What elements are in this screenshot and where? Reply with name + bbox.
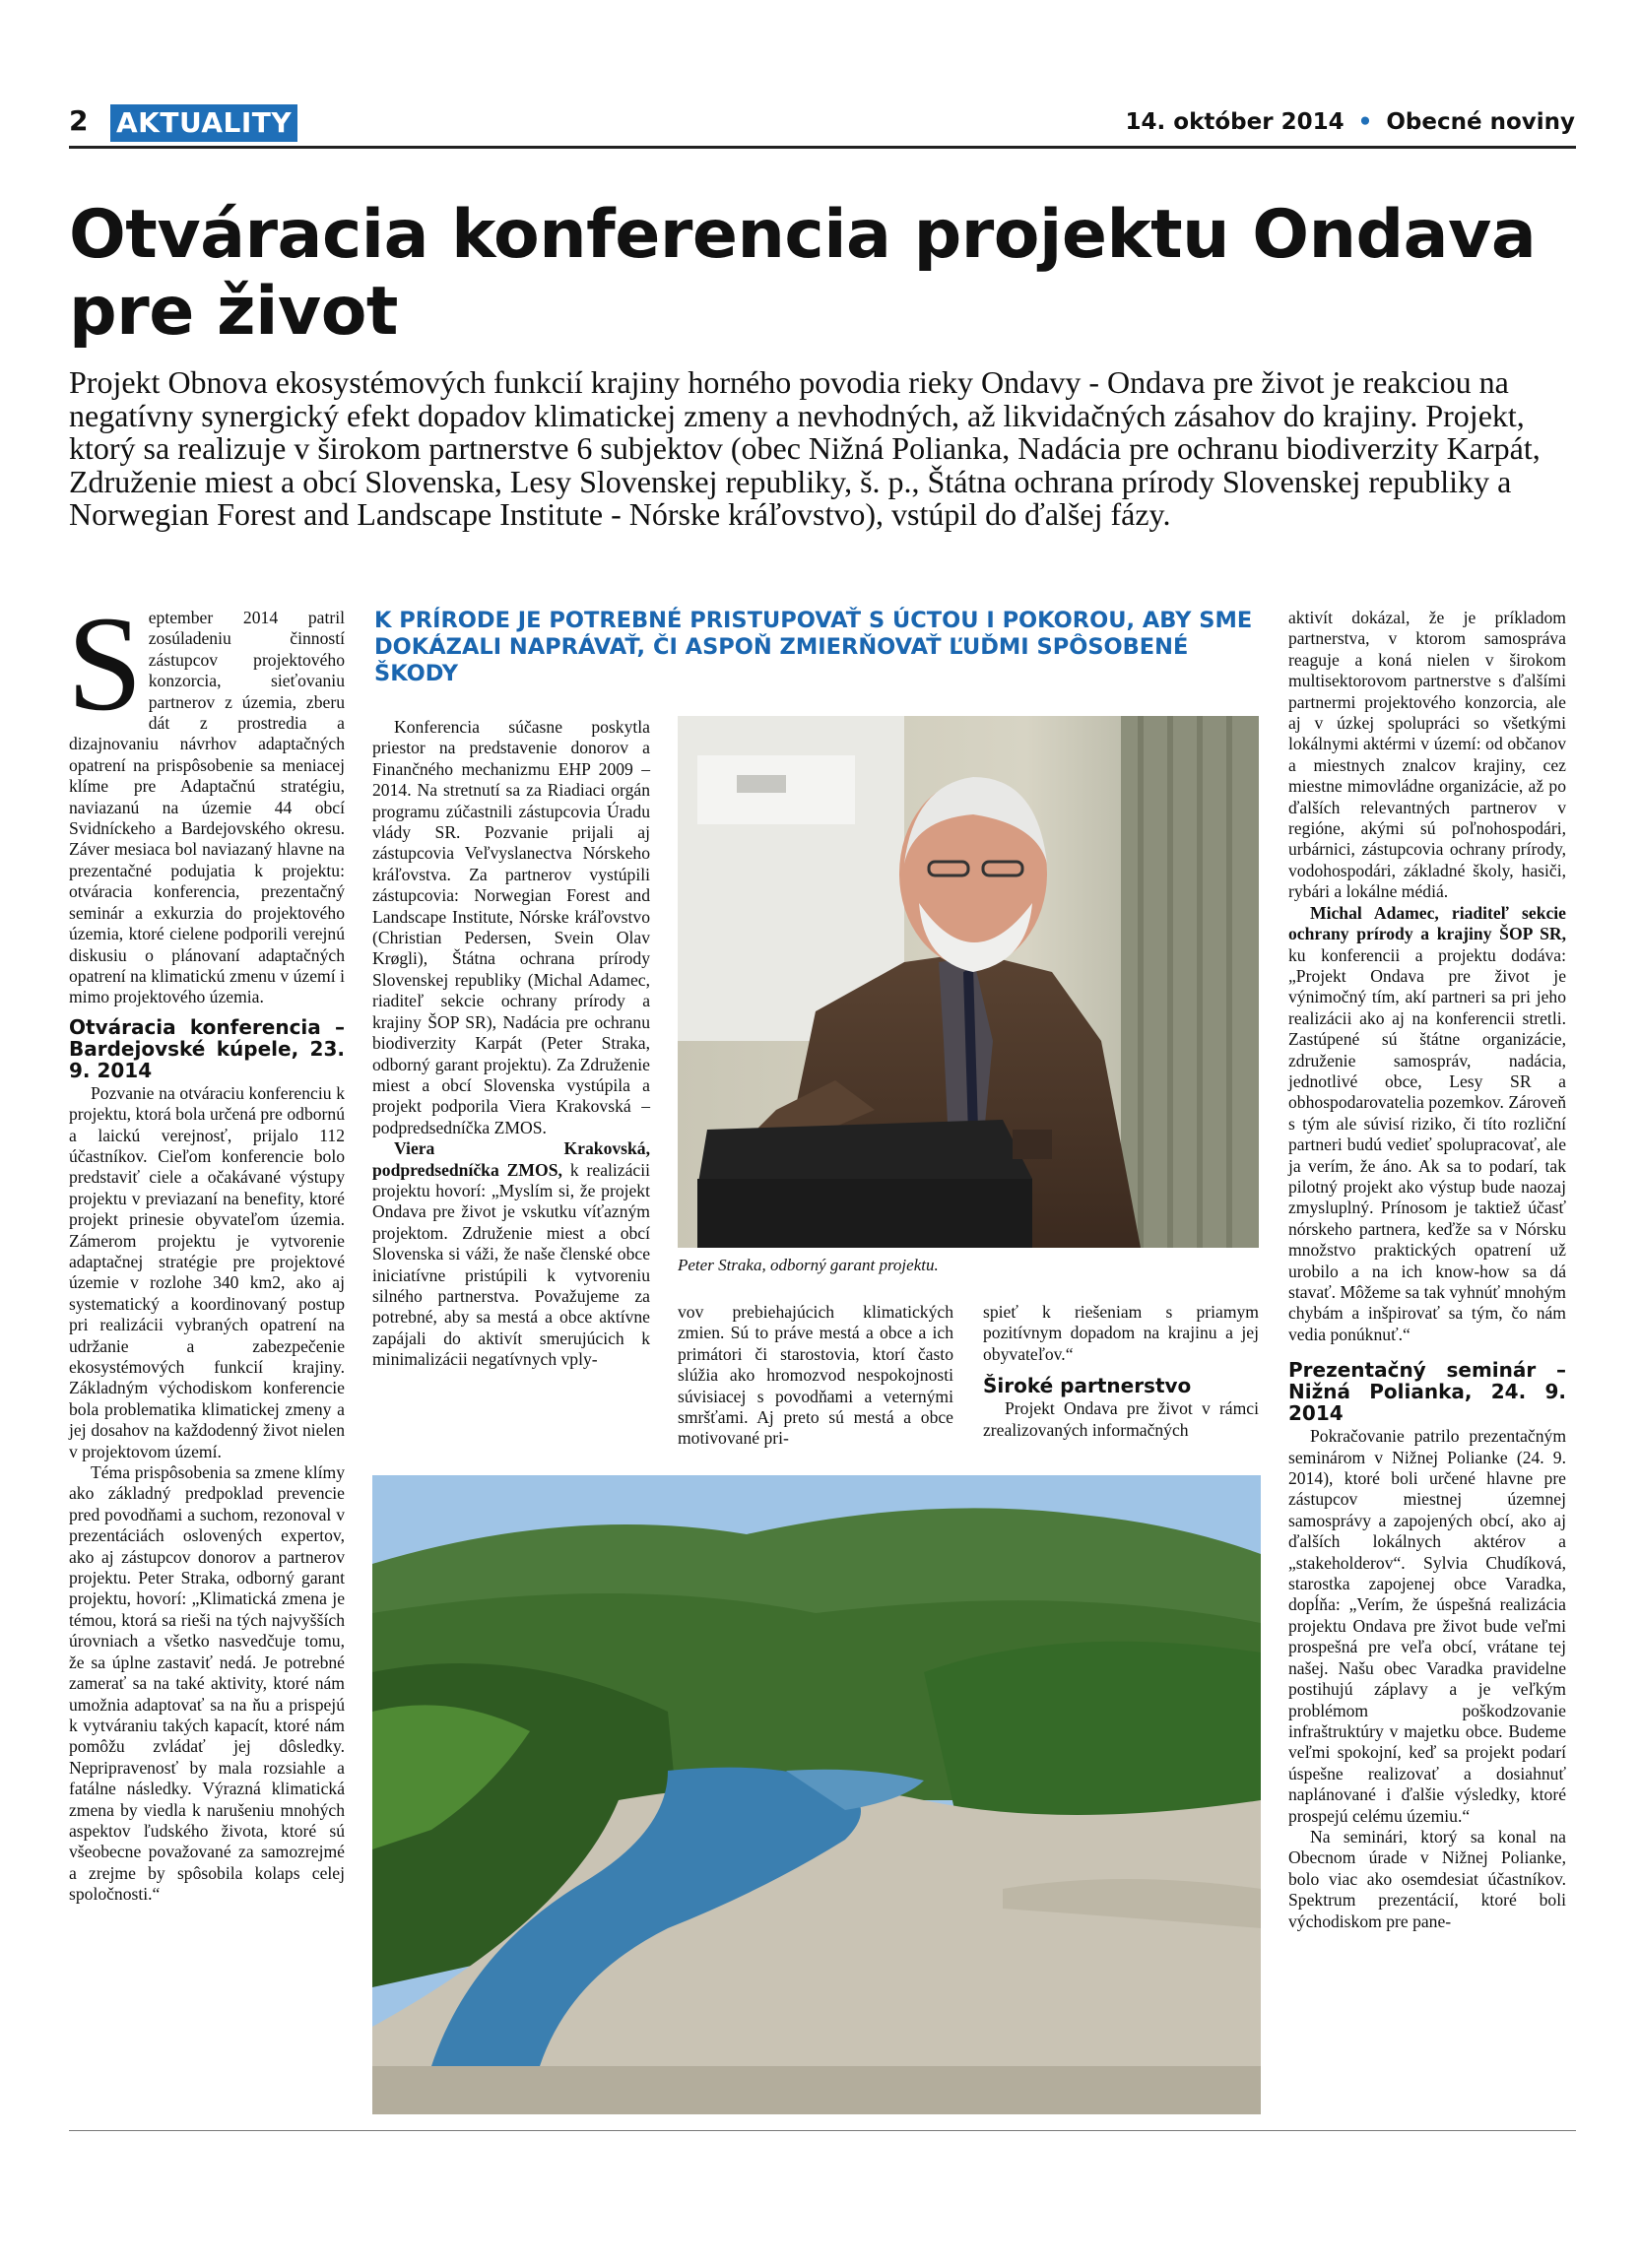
person-at-lectern-photo — [678, 716, 1259, 1248]
header-separator: • — [1357, 109, 1373, 135]
col4-subheading: Široké partnerstvo — [983, 1374, 1192, 1398]
column-1 — [67, 588, 345, 1906]
footer-rule — [69, 2130, 1576, 2131]
river-photo — [372, 1475, 1261, 2114]
column-3 — [678, 1302, 953, 1450]
page-number: 2 — [69, 104, 89, 137]
title-line-2: pre život — [69, 273, 398, 351]
speaker-photo — [678, 716, 1259, 1248]
section-tag: AKTUALITY — [110, 104, 297, 142]
col5-paragraph-3: Pokračovanie patrilo prezentačným seminárom v Nižnej Polianke (24. 9. 2014), ktoré boli určené hlavne pre zástupcov miestnej územnej samosprávy a zapojených obcí, ako aj ďalších lokálnych aktérov a „stakeholderov“. Sylvia Chudíková, starostka zapojenej obce Varadka, dopĺňa: „Verím, že úspešná realizácia projektu Ondava pre život bude veľmi prospešná pre veľa obcí, vrátane tej našej. Našu obec Varadka pravidelne postihujú záplavy a je veľkým problémom poškodzovanie infraštruktúry v majetku obce. Budeme veľmi spokojní, keď sa projekt podarí úspešne realizovať a dosiahnuť naplánované i ďalšie výsledky, ktoré prospejú celému územiu.“ — [1288, 1426, 1566, 1826]
column-5 — [1288, 608, 1566, 1932]
article-lead: Projekt Obnova ekosystémových funkcií krajiny horného povodia rieky Ondavy - Ondava pre život je reakciou na negatívny synergický efekt dopadov klimatickej zmeny a nevhodných, až likvidačných zásahov do krajiny. Projekt, ktorý sa realizuje v širokom partnerstve 6 subjektov (obec Nižná Polianka, Nadácia pre ochranu biodiverzity Karpát, Združenie miest a obcí Slovenska, Lesy Slovenskej republiky, š. p., Štátna ochrana prírody Slovenskej republiky a Norwegian Forest and Landscape Institute - Nórske kráľovstvo), vstúpil do ďalšej fázy. — [69, 364, 1541, 532]
title-line-1: Otváracia konferencia projektu Ondava — [69, 196, 1537, 274]
col1-paragraph-1: Pozvanie na otváraciu konferenciu k projektu, ktorá bola určená pre odbornú a laickú verejnosť, prijalo 112 účastníkov. Cieľom konferencie bolo predstaviť ciele a očakávané výstupy projektu v previazaní na benefity, ktoré projekt prinesie obyvateľom územia. Zámerom projektu je vytvorenie adaptačnej stratégie pre projektové územie v rozlohe 340 km2, ako aj systematický a koordinovaný postup pri realizácii vybraných opatrení na udržanie a zabezpečenie ekosystémových funkcií krajiny. Základným východiskom konferencie bola problematika klimatickej zmeny a jej dosahov na každodenný život nielen v projektovom území. — [69, 1082, 345, 1461]
issue-date: 14. október 2014 — [1125, 109, 1345, 135]
paper-name: Obecné noviny — [1386, 109, 1575, 135]
pull-quote: K PRÍRODE JE POTREBNÉ PRISTUPOVAŤ S ÚCTOU I POKOROU, ABY SME DOKÁZALI NAPRÁVAŤ, ČI ASPOŇ ZMIERŇOVAŤ ĽUĎMI SPÔSOBENÉ ŠKODY — [374, 608, 1253, 686]
col2-quote-author: Viera Krakovská, podpredsedníčka ZMOS, — [372, 1138, 650, 1180]
col1-intro: eptember 2014 patril zosúladeniu činností zástupcov projektového konzorcia, sieťovaniu partnerov z územia, zberu dát z prostredia a dizajnovaniu návrhov adaptačných opatrení na prispôsobenie sa meniacej klíme pre Adaptačnú stratégiu, naviazanú na územie 44 obcí Svidníckeho a Bardejovského okresu. Záver mesiaca bol naviazaný hlavne na prezentačné podujatia k projektu: otváracia konferencia, prezentačný seminár a exkurzia do projektového územia, ktoré cielene podporili verejnú diskusiu o plánovaní adaptačných opatrení na klimatickú zmenu v území i mimo projektového územia. — [69, 608, 345, 1007]
article-title — [69, 197, 1586, 351]
col3-text: vov prebiehajúcich klimatických zmien. Sú to práve mestá a obce a ich primátori či starostovia, ktorí často slúžia ako hromozvod nespokojnosti súvisiacej s povodňami a veternými smršťami. Aj preto sú mestá a obce motivované pri- — [678, 1302, 953, 1449]
photo-caption: Peter Straka, odborný garant projektu. — [678, 1256, 939, 1274]
river-landscape-photo — [372, 1475, 1261, 2114]
col5-subheading: Prezentačný seminár – Nižná Polianka, 24. 9. 2014 — [1288, 1358, 1566, 1426]
col5-quote-author: Michal Adamec, riaditeľ sekcie ochrany prírody a krajiny ŠOP SR, — [1288, 902, 1566, 944]
col5-paragraph-4: Na seminári, ktorý sa konal na Obecnom úrade v Nižnej Polianke, bolo viac ako osemdesiat účastníkov. Spektrum prezentácií, ktoré boli východiskom pre pane- — [1288, 1826, 1566, 1931]
header-dateline — [1126, 108, 1575, 136]
col2-paragraph-1: Konferencia súčasne poskytla priestor na predstavenie donorov a Finančného mechanizmu EHP 2009 – 2014. Na stretnutí sa za Riadiaci orgán programu zúčastnili zástupcovia Úradu vlády SR. Pozvanie prijali aj zástupcovia Veľvyslanectva Nórskeho kráľovstva. Za partnerov vystúpili zástupcovia: Norwegian Forest and Landscape Institute, Nórske kráľovstvo (Christian Pedersen, Svein Olav Krøgli), Štátna ochrana prírody Slovenskej republiky (Michal Adamec, riaditeľ sekcie ochrany prírody a krajiny ŠOP SR), Nadácia pre ochranu biodiverzity Karpát (Peter Straka, odborný garant projektu). Za Združenie miest a obcí Slovenska vystúpila a projekt podporila Viera Krakovská – podpredsedníčka ZMOS. — [372, 717, 650, 1137]
col4-paragraph-1: Projekt Ondava pre život v rámci zrealizovaných informačných — [983, 1398, 1259, 1440]
col5-paragraph-1: aktivít dokázal, že je príkladom partnerstva, v ktorom samospráva reaguje a koná nielen v širokom multisektorovom partnerstve s ďalšími partnermi projektového konzorcia, ale aj v úzkej spolupráci so všetkými lokálnymi aktérmi v území: od občanov a miestnych znalcov krajiny, cez miestne mimovládne organizácie, až po ďalších relevantných partnerov v regióne, akými sú poľnohospodári, urbárnici, zástupcovia ochrany prírody, vodohospodári, základné školy, hasiči, rybári a lokálne médiá. — [1288, 608, 1566, 902]
column-2 — [372, 717, 650, 1371]
col1-subheading: Otváracia konferencia – Bardejovské kúpele, 23. 9. 2014 — [69, 1014, 345, 1082]
col5-paragraph-2: ku konferencii a projektu dodáva: „Projekt Ondava pre život je výnimočný tím, akí partneri sa pri jeho realizácii ako aj na konferencii stretli. Zastúpené sú štátne organizácie, združenie samospráv, nadácia, jednotlivé obce, Lesy SR a obhospodarovatelia pozemkov. Zároveň s tým ale súvisí riziko, či títo rozliční partneri budú vedieť spolupracovať, ale ja verím, že áno. Ak sa to podarí, tak pilotný projekt ako výstup bude naozaj zmysluplný. Prínosom je taktiež účasť nórskeho partnera, keďže sa v Nórsku množstvo praktických opatrení už urobilo a na ich know-how sa dá stavať. Môžeme sa tak vyhnúť mnohým chybám a inšpirovať sa tým, čo nám vedia ponúknuť.“ — [1288, 944, 1566, 1344]
column-4 — [983, 1302, 1259, 1441]
col2-paragraph-2: k realizácii projektu hovorí: „Myslím si, že projekt Ondava pre život je vskutku víťazným projektom. Združenie miest a obcí Slovenska si váži, že naše členské obce iniciatívne pristúpili k vytvoreniu silného partnerstva. Považujeme za potrebné, aby sa mestá a obce aktívne zapájali do aktivít smerujúcich k minimalizácii negatívnych vply- — [372, 1159, 650, 1370]
header-rule — [69, 146, 1576, 149]
col1-paragraph-2: Téma prispôsobenia sa zmene klímy ako základný predpoklad prevencie pred povodňami a suchom, rezonoval v prezentáciách oslovených expertov, ako aj zástupcov donorov a partnerov projektu. Peter Straka, odborný garant projektu, hovorí: „Klimatická zmena je témou, ktorá sa rieši na tých najvyšších úrovniach a všetko nasvedčuje tomu, že sa úplne zastaviť nedá. Je potrebné zamerať sa na také aktivity, ktoré nám umožnia adaptovať sa na ňu a prispejú k vytváraniu takých kapacít, ktoré nám pomôžu zvládať jej dôsledky. Nepripravenosť by mala rozsiahle a fatálne následky. Výrazná klimatická zmena by viedla k narušeniu mnohých aspektov ľudského života, ktoré sú všeobecne považované za samozrejmé a zrejme by spôsobila kolaps celej spoločnosti.“ — [69, 1462, 345, 1905]
dropcap: S — [67, 588, 143, 739]
col4-text: spieť k riešeniam s priamym pozitívnym dopadom na krajinu a jej obyvateľov.“ — [983, 1302, 1259, 1364]
